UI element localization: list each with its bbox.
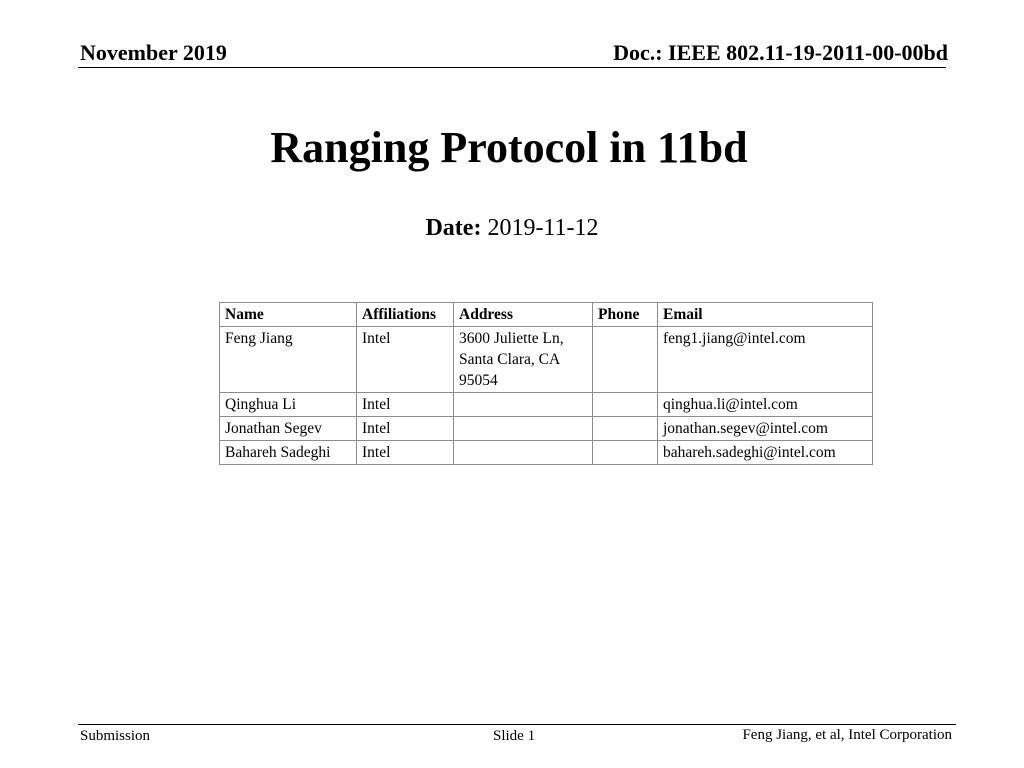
column-header-email: Email	[658, 303, 873, 327]
date-label: Date:	[425, 215, 482, 241]
cell-address	[454, 417, 593, 441]
footer-divider	[78, 724, 956, 725]
table-row	[220, 327, 873, 393]
table-row	[220, 417, 873, 441]
footer-submission: Submission	[80, 728, 151, 744]
table-header-row	[220, 303, 873, 327]
cell-affiliation: Intel	[357, 327, 454, 393]
cell-phone	[593, 417, 658, 441]
column-header-name: Name	[220, 303, 357, 327]
cell-affiliation: Intel	[357, 393, 454, 417]
cell-email: bahareh.sadeghi@intel.com	[658, 441, 873, 465]
header-date: November 2019	[80, 40, 227, 65]
authors-table	[219, 302, 873, 465]
column-header-address: Address	[454, 303, 593, 327]
date-value: 2019-11-12	[487, 215, 599, 241]
cell-name: Feng Jiang	[220, 327, 357, 393]
table-row	[220, 441, 873, 465]
cell-email: feng1.jiang@intel.com	[658, 327, 873, 393]
cell-name: Jonathan Segev	[220, 417, 357, 441]
cell-address	[454, 393, 593, 417]
date-line	[0, 215, 1024, 242]
cell-affiliation: Intel	[357, 417, 454, 441]
footer-authors: Feng Jiang, et al, Intel Corporation	[742, 727, 952, 743]
cell-address: 3600 Juliette Ln, Santa Clara, CA 95054	[454, 327, 593, 393]
cell-affiliation: Intel	[357, 441, 454, 465]
cell-phone	[593, 441, 658, 465]
cell-name: Bahareh Sadeghi	[220, 441, 357, 465]
slide-title: Ranging Protocol in 11bd	[270, 123, 748, 172]
cell-email: qinghua.li@intel.com	[658, 393, 873, 417]
column-header-affiliations: Affiliations	[357, 303, 454, 327]
footer-slide-number: Slide 1	[493, 728, 536, 744]
cell-address	[454, 441, 593, 465]
header-divider	[78, 67, 946, 68]
cell-phone	[593, 393, 658, 417]
cell-name: Qinghua Li	[220, 393, 357, 417]
cell-phone	[593, 327, 658, 393]
header-document-id: Doc.: IEEE 802.11-19-2011-00-00bd	[613, 40, 948, 65]
cell-email: jonathan.segev@intel.com	[658, 417, 873, 441]
column-header-phone: Phone	[593, 303, 658, 327]
table-row	[220, 393, 873, 417]
